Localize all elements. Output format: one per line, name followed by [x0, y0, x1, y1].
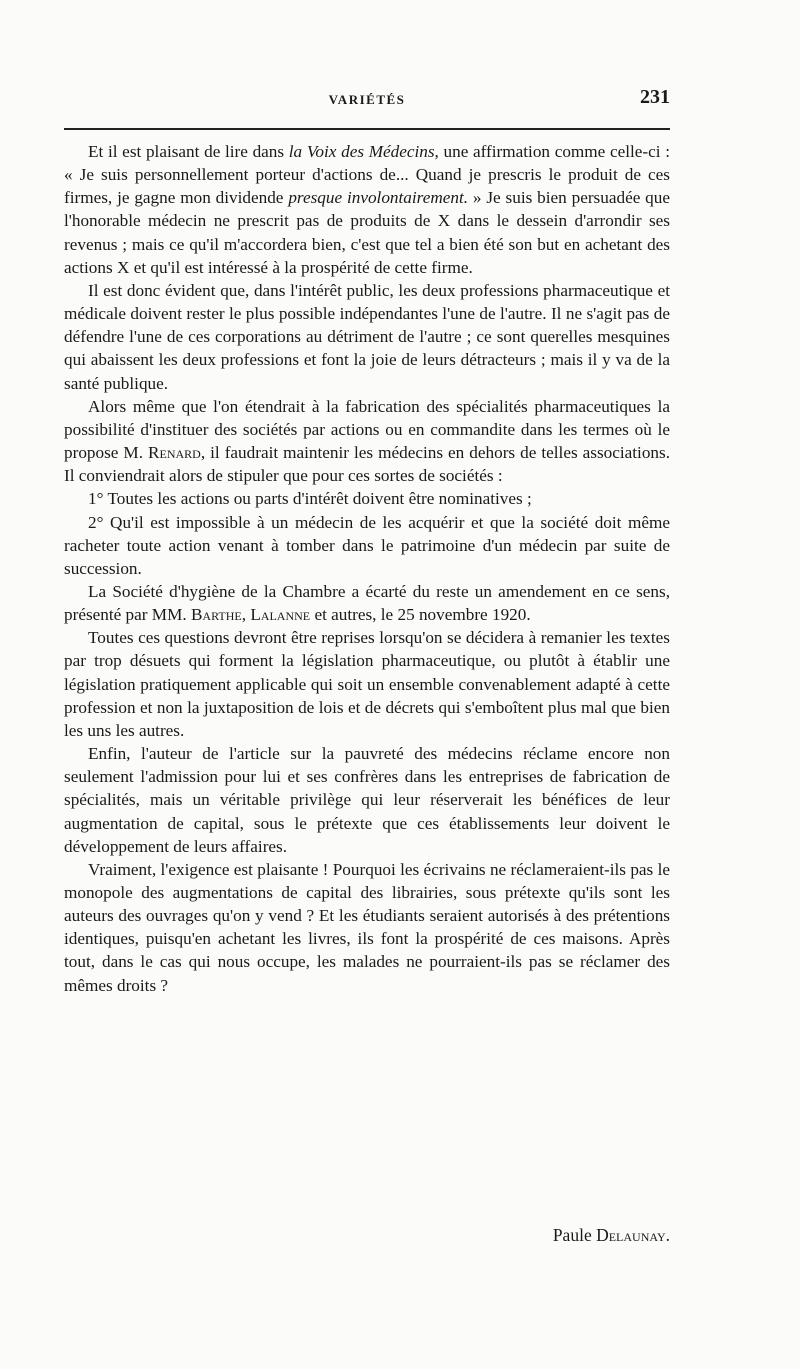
person-name: Barthe [190, 605, 242, 625]
person-name: Renard [148, 443, 201, 463]
header-rule [64, 128, 670, 130]
author-first-name: Paule [552, 1225, 592, 1245]
paragraph: Il est donc évident que, dans l'intérêt public, les deux professions pharmaceutique et médicale doivent rester le plus possible indépendantes l'une de l'autre. Il ne s'agit pas de défendre l'une de ces corporations au détriment de l'autre ; ce sont querelles mesquines qui abaissent les deux professions et font la joie de leurs détracteurs ; mais il y va de la santé publique. [64, 280, 670, 393]
paragraph: Toutes ces questions devront être reprises lorsqu'on se décidera à remanier les textes par trop désuets qui forment la législation pharmaceutique, ou plutôt à établir une législation pratiquement applicable qui soit un ensemble convenablement adapté à cette profession et non la juxtaposition de lois et de décrets qui s'emboîtent plus mal que bien les uns les autres. [64, 628, 670, 740]
paragraph: Enfin, l'auteur de l'article sur la pauvreté des médecins réclame encore non seulement l'admission pour lui et ses confrères dans les entreprises de fabrication de spécialités, mais un véritable privilège qui leur réserverait les bénéfices de leur augmentation de capital, sous le prétexte que ces établissements leur doivent le développement de leurs affaires. [64, 744, 670, 856]
journal-title: la Voix des Médecins [288, 142, 435, 161]
paragraph: Vraiment, l'exigence est plaisante ! Pourquoi les écrivains ne réclameraient-ils pas le monopole des augmentations de capital des librairies, sous prétexte qu'ils sont les auteurs des ouvrages qu'on y vend ? Et les étudiants seraient autorisés à des prétentions identiques, puisqu'en achetant les livres, ils font la prospérité de ces maisons. Après tout, dans le cas qui nous occupe, les malades ne pourraient-ils pas se réclamer des mêmes droits ? [64, 859, 670, 995]
article-body [64, 140, 670, 997]
emphasis: presque involontairement. [288, 188, 469, 208]
author-signature [553, 1225, 670, 1246]
paragraph: Et il est plaisant de lire dans la Voix des Médecins, une affirmation comme celle-ci : « Je suis personnellement porteur d'actions de... Quand je prescris le produit de ces firmes, je gagne mon dividende presque involontairement. » Je suis bien persuadée que l'honorable médecin ne prescrit pas de produits de X dans le dessein d'arrondir ses revenus ; mais ce qu'il m'accordera bien, c'est que tel a bien été son but en achetant des actions X et qu'il est intéressé à la prospérité de cette firme. [64, 142, 670, 277]
list-item: 2° Qu'il est impossible à un médecin de les acquérir et que la société doit même racheter toute action venant à tomber dans le patrimoine d'un médecin par suite de succession. [64, 512, 670, 578]
person-name: Lalanne [250, 605, 311, 625]
page-number: 231 [640, 86, 670, 108]
paragraph: Alors même que l'on étendrait à la fabrication des spécialités pharmaceutiques la possibilité d'instituer des sociétés par actions ou en commandite dans les termes où le propose M. Renard, il faudrait maintenir les médecins en dehors de telles associations. Il conviendrait alors de stipuler que pour ces sortes de sociétés : [64, 396, 671, 486]
author-last-name: Delaunay. [596, 1225, 670, 1245]
list-item: 1° Toutes les actions ou parts d'intérêt doivent être nominatives ; [88, 489, 532, 509]
running-title: VARIÉTÉS [328, 92, 406, 107]
paragraph: La Société d'hygiène de la Chambre a écarté du reste un amendement en ce sens, présenté par MM. Barthe, Lalanne et autres, le 25 novembre 1920. [64, 581, 670, 625]
page-header [64, 86, 670, 114]
